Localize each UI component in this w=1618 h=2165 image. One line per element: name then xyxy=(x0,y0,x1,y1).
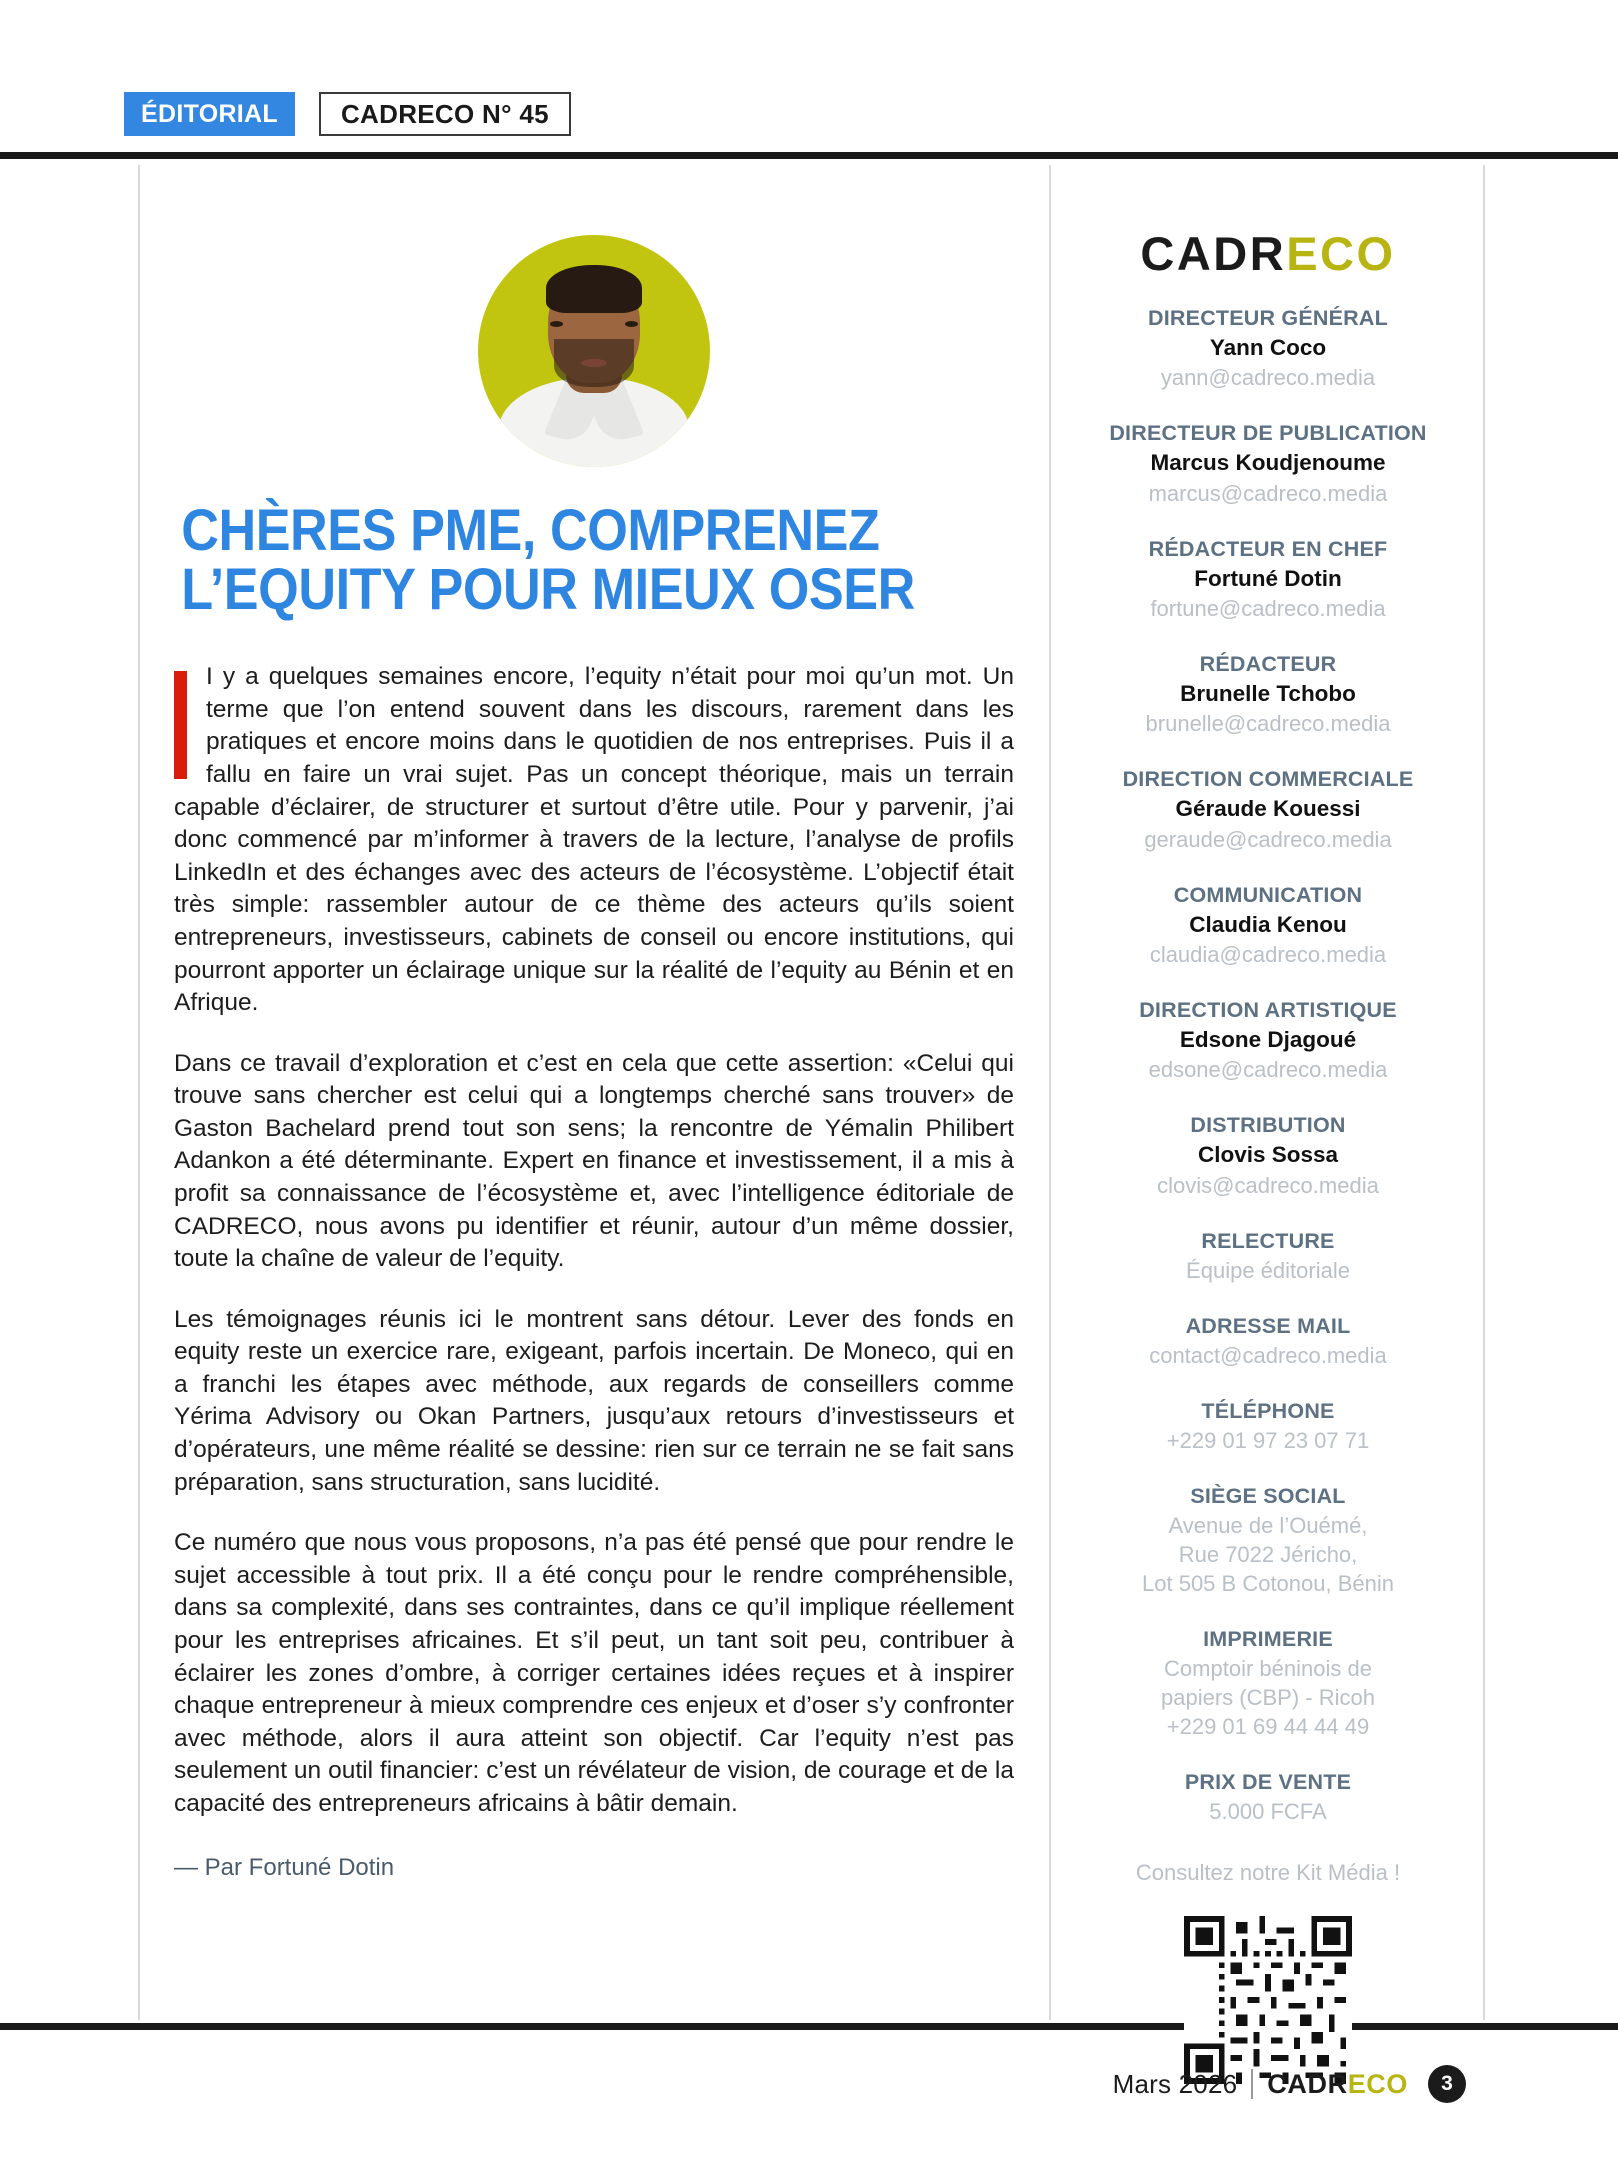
masthead-detail xyxy=(1068,1171,1468,1200)
masthead-detail xyxy=(1068,940,1468,969)
masthead-entry xyxy=(1068,882,1468,969)
page-footer xyxy=(1113,2065,1466,2103)
masthead-person-name: Claudia Kenou xyxy=(1189,911,1347,937)
masthead-person-name: Brunelle Tchobo xyxy=(1180,680,1356,706)
footer-logo xyxy=(1267,2069,1408,2100)
masthead-column xyxy=(1068,200,1468,2084)
masthead-role-label: DIRECTEUR DE PUBLICATION xyxy=(1109,421,1427,446)
masthead-role-label: RÉDACTEUR EN CHEF xyxy=(1148,536,1388,561)
masthead-entries xyxy=(1068,305,1468,1826)
kit-media-note: Consultez notre Kit Média ! xyxy=(1135,1859,1401,1885)
masthead-entry xyxy=(1068,1228,1468,1285)
footer-divider xyxy=(1251,2069,1253,2099)
masthead-role-label: ADRESSE MAIL xyxy=(1185,1313,1351,1338)
masthead-detail-line: contact@cadreco.media xyxy=(1149,1342,1387,1368)
masthead-detail xyxy=(1068,1654,1468,1741)
logo-text-dark: CADR xyxy=(1140,227,1287,280)
masthead-role-label: DIRECTEUR GÉNÉRAL xyxy=(1148,306,1388,330)
masthead-detail-line: Avenue de l’Ouémé, xyxy=(1168,1512,1368,1538)
header-rule xyxy=(0,152,1618,159)
masthead-detail-line: fortune@cadreco.media xyxy=(1150,596,1386,621)
masthead-detail xyxy=(1068,709,1468,738)
masthead-detail-line: edsone@cadreco.media xyxy=(1148,1057,1388,1083)
masthead-detail-line: +229 01 69 44 44 49 xyxy=(1166,1713,1370,1739)
footer-logo-dark: CADR xyxy=(1267,2068,1348,2099)
masthead-entry xyxy=(1068,1112,1468,1199)
logo-text-accent: ECO xyxy=(1286,227,1396,280)
article-column xyxy=(174,200,1014,1882)
cadreco-logo xyxy=(1068,227,1468,280)
paragraph-2: Dans ce travail d’exploration et c’est en cela que cette assertion: «Celui qui trouve sans chercher est celui qui a longtemps cherché sans trouver» de Gaston Bachelard prend tout son sens; la rencontre de Yémalin Philibert Adankon a été déterminante. Expert en finance et investissement, il a mis à profit sa connaissance de l’écosystème et, avec l’intelligence éditoriale de CADRECO, nous avons pu identifier et réunir, autour d’un même dossier, toute la chaîne de valeur de l’equity. xyxy=(174,1049,1014,1273)
masthead-detail-line: marcus@cadreco.media xyxy=(1148,480,1388,506)
qr-code-wrap[interactable] xyxy=(1068,1916,1468,2084)
masthead-entry xyxy=(1068,1769,1468,1826)
masthead-detail xyxy=(1068,1256,1468,1285)
footer-logo-accent: ECO xyxy=(1347,2068,1408,2099)
masthead-detail xyxy=(1068,1797,1468,1826)
masthead-entry xyxy=(1068,1398,1468,1455)
masthead-detail xyxy=(1068,1055,1468,1084)
masthead-role-label: SIÈGE SOCIAL xyxy=(1190,1483,1346,1508)
paragraph-1 xyxy=(174,661,1014,1019)
issue-label: CADRECO N° 45 xyxy=(319,92,571,136)
masthead-detail xyxy=(1068,479,1468,508)
paragraph-3: Les témoignages réunis ici le montrent sans détour. Lever des fonds en equity reste un exercice rare, exigeant, parfois incertain. De Moneco, qui en a franchi les étapes avec méthode, aux regards de conseillers comme Yérima Advisory ou Okan Partners, jusqu’aux retours d’investisseurs et d’opérateurs, une même réalité se dessine: rien sur ce terrain ne se fait sans préparation, sans structuration, sans lucidité. xyxy=(174,1305,1014,1496)
masthead-role-label: DISTRIBUTION xyxy=(1190,1113,1346,1138)
page-number-badge: 3 xyxy=(1428,2065,1466,2103)
masthead-detail-line: brunelle@cadreco.media xyxy=(1145,711,1391,737)
masthead-entry xyxy=(1068,1483,1468,1598)
masthead-detail-line: clovis@cadreco.media xyxy=(1157,1172,1379,1198)
masthead-role-label: DIRECTION ARTISTIQUE xyxy=(1139,998,1397,1023)
headline-line-1: CHÈRES PME, COMPRENEZ xyxy=(181,498,880,563)
masthead-detail-line: Lot 505 B Cotonou, Bénin xyxy=(1142,1570,1394,1596)
column-divider-right xyxy=(1483,165,1485,2020)
masthead-person-name: Géraude Kouessi xyxy=(1175,796,1361,822)
column-divider-left xyxy=(138,165,140,2020)
masthead-entry xyxy=(1068,997,1468,1084)
masthead-detail xyxy=(1068,363,1468,392)
masthead-detail xyxy=(1068,1426,1468,1455)
paragraph-1-text: I y a quelques semaines encore, l’equity n’était pour moi qu’un mot. Un terme que l’on entend souvent dans les discours, rarement dans les pratiques et encore moins dans le quotidien de nos entreprises. Puis il a fallu en faire un vrai sujet. Pas un concept théorique, mais un terrain capable d’éclairer, de structurer et surtout d’être utile. Pour y parvenir, j’ai donc commencé par m’informer à travers de la lecture, l’analyse de profils LinkedIn et des échanges avec des acteurs de l’écosystème. L’objectif était très simple: rassembler autour de ce thème des acteurs qu’ils soient entrepreneurs, investisseurs, cabinets de conseil ou encore institutions, qui pourront apporter un éclairage unique sur la réalité de l’equity au Bénin et en Afrique. xyxy=(174,663,1014,1017)
footer-date: Mars 2026 xyxy=(1112,2068,1238,2099)
masthead-detail-line: papiers (CBP) - Ricoh xyxy=(1161,1684,1375,1710)
masthead-role-label: IMPRIMERIE xyxy=(1203,1626,1333,1651)
masthead-person-name: Fortuné Dotin xyxy=(1194,565,1342,591)
masthead-person-name: Edsone Djagoué xyxy=(1179,1027,1357,1052)
masthead-role-label: PRIX DE VENTE xyxy=(1184,1769,1352,1794)
masthead-detail xyxy=(1068,594,1468,623)
masthead-detail-line: yann@cadreco.media xyxy=(1160,365,1376,391)
masthead-entry xyxy=(1068,1626,1468,1741)
masthead-detail-line: Équipe éditoriale xyxy=(1186,1257,1350,1283)
masthead-role-label: DIRECTION COMMERCIALE xyxy=(1122,767,1414,792)
section-badge: ÉDITORIAL xyxy=(124,92,295,136)
masthead-person-name: Marcus Koudjenoume xyxy=(1150,450,1386,476)
masthead-detail xyxy=(1068,1511,1468,1598)
masthead-role-label: RÉDACTEUR xyxy=(1199,652,1337,677)
masthead-detail xyxy=(1068,825,1468,854)
masthead-detail-line: geraude@cadreco.media xyxy=(1144,826,1392,852)
byline: — Par Fortuné Dotin xyxy=(174,1854,395,1882)
page-title xyxy=(174,498,930,623)
masthead-entry xyxy=(1068,305,1468,392)
masthead-detail-line: +229 01 97 23 07 71 xyxy=(1166,1427,1370,1453)
masthead-detail xyxy=(1068,1341,1468,1370)
masthead-detail-line: claudia@cadreco.media xyxy=(1149,942,1387,968)
masthead-role-label: COMMUNICATION xyxy=(1173,882,1363,907)
masthead-detail-line: 5.000 FCFA xyxy=(1209,1798,1327,1824)
author-portrait-wrap xyxy=(174,235,1014,467)
masthead-entry xyxy=(1068,766,1468,853)
paragraph-4: Ce numéro que nous vous proposons, n’a pas été pensé que pour rendre le sujet accessible à tout prix. Il a été conçu pour le rendre compréhensible, dans sa complexité, dans ses contraintes, dans ce qu’il implique réellement pour les entreprises africaines. Et s’il peut, un tant soit peu, contribuer à éclairer les zones d’ombre, à corriger certaines idées reçues et à inspirer chaque entrepreneur à mieux comprendre ces enjeux et d’oser s’y confronter avec méthode, alors il aura atteint son objectif. Car l’equity n’est pas seulement un outil financier: c’est un révélateur de vision, de courage et de la capacité des entrepreneurs africains à bâtir demain. xyxy=(174,1529,1014,1817)
column-divider-mid xyxy=(1049,165,1051,2020)
masthead-role-label: TÉLÉPHONE xyxy=(1201,1398,1335,1423)
masthead-role-label: RELECTURE xyxy=(1201,1228,1335,1253)
masthead-person-name: Yann Coco xyxy=(1209,334,1327,360)
page-header xyxy=(124,92,571,136)
qr-code-icon[interactable] xyxy=(1184,1916,1352,2084)
dropcap-bar xyxy=(174,671,187,779)
masthead-entry xyxy=(1068,1313,1468,1370)
headline-line-2: L’EQUITY POUR MIEUX OSER xyxy=(181,557,915,623)
masthead-detail-line: Rue 7022 Jéricho, xyxy=(1178,1541,1358,1567)
masthead-entry xyxy=(1068,651,1468,738)
article-body xyxy=(174,661,1014,1882)
masthead-detail-line: Comptoir béninois de xyxy=(1164,1655,1372,1681)
avatar xyxy=(478,235,710,467)
masthead-person-name: Clovis Sossa xyxy=(1197,1142,1339,1168)
masthead-entry xyxy=(1068,420,1468,507)
masthead-entry xyxy=(1068,536,1468,623)
